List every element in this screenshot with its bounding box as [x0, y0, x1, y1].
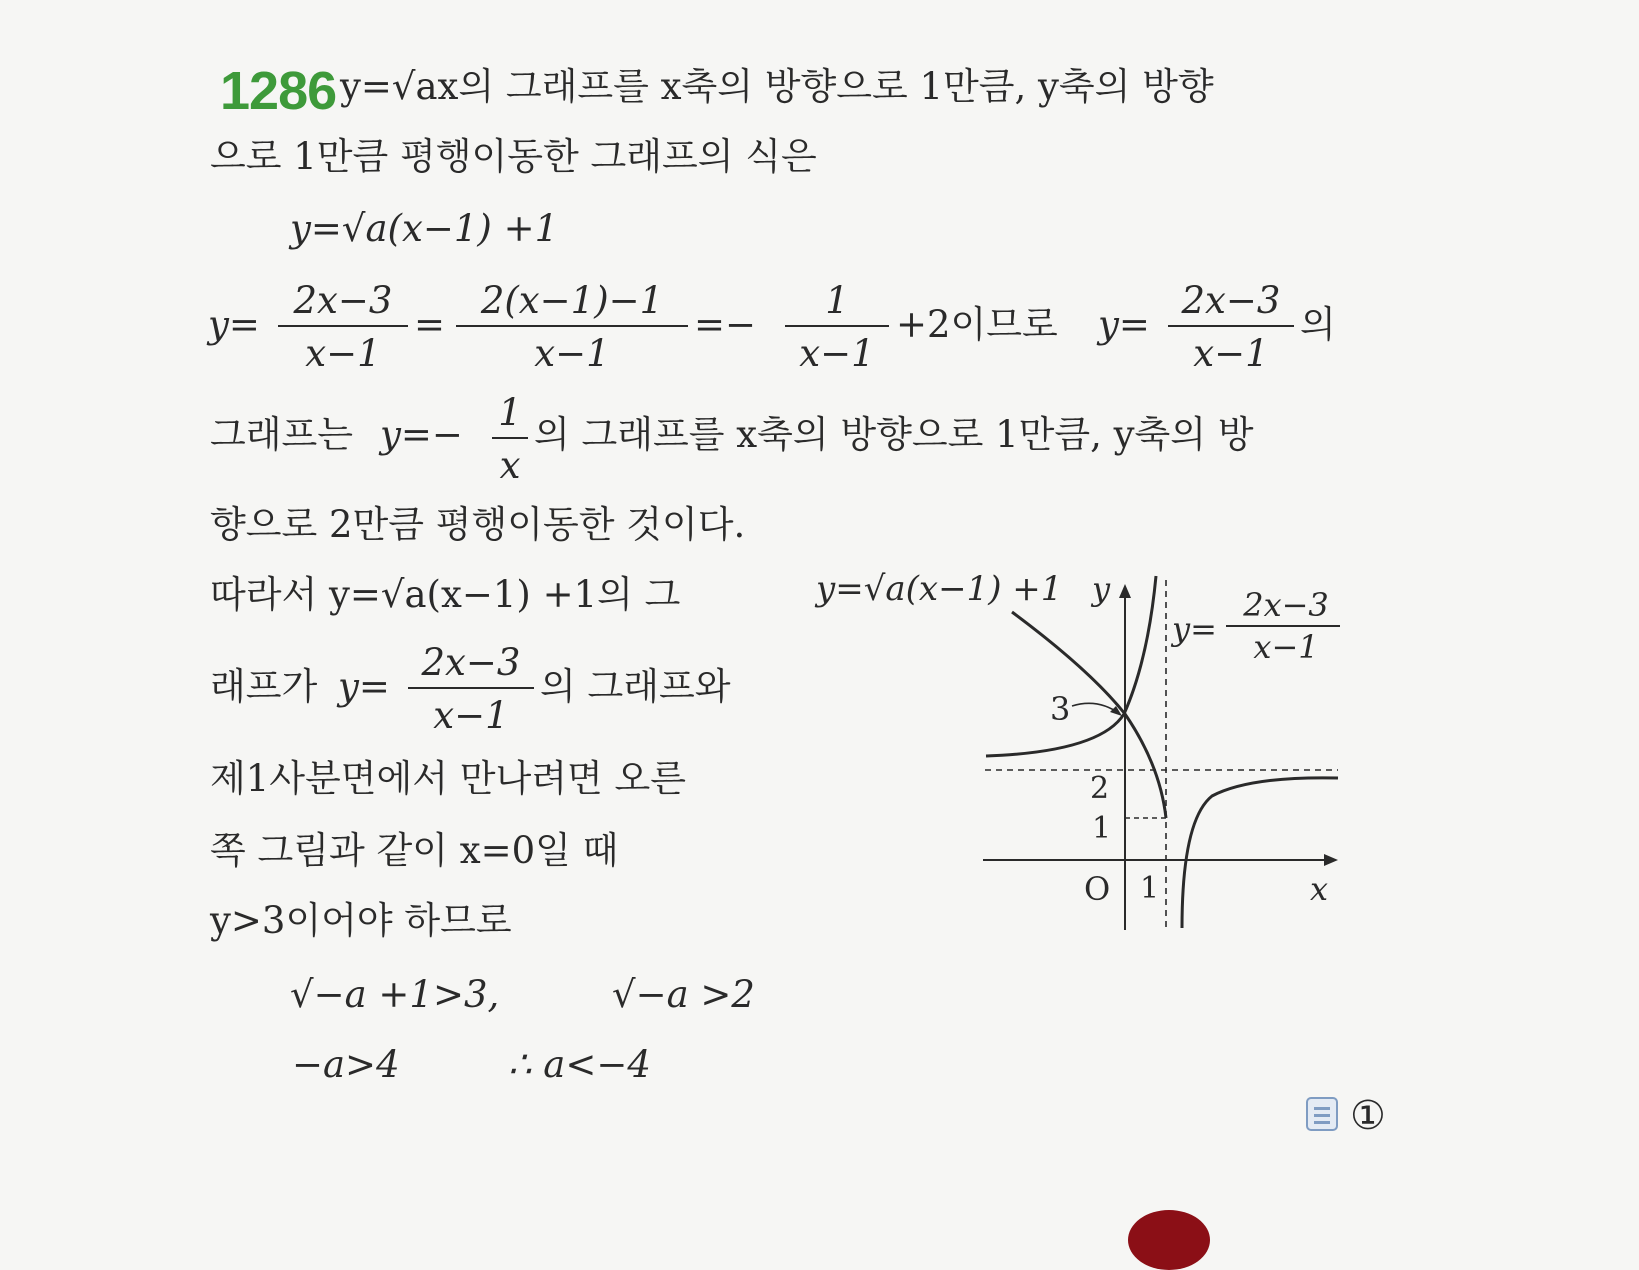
tick-y-2: 2: [1090, 771, 1110, 806]
text-line-1: y=√ax의 그래프를 x축의 방향으로 1만큼, y축의 방향: [340, 65, 1214, 108]
label-frac-numerator: 2x−3: [1243, 586, 1329, 624]
inequality-1a: √−a +1>3,: [290, 973, 500, 1016]
inequality-2a: −a>4: [292, 1043, 400, 1086]
y-equals: y=: [208, 303, 260, 346]
text-line-9: 쪽 그림과 같이 x=0일 때: [210, 829, 619, 872]
text-line-5: 향으로 2만큼 평행이동한 것이다.: [210, 503, 746, 546]
plus-two-text: +2이므로: [896, 303, 1058, 346]
page-corner-decoration: [1128, 1210, 1210, 1270]
label-sqrt-curve: y=√a(x−1) +1: [816, 569, 1063, 609]
x-axis-arrow-icon: [1324, 854, 1338, 866]
fraction-3-numerator: 1: [825, 279, 849, 322]
fraction-3: [785, 279, 889, 375]
fraction-5-numerator: 1: [498, 391, 522, 434]
fraction-4-denominator: x−1: [1193, 332, 1269, 375]
answer-choice: ①: [1350, 1093, 1386, 1139]
fraction-6-denominator: x−1: [433, 694, 509, 737]
text-line-8: 제1사분면에서 만나려면 오른: [210, 757, 686, 800]
function-graph: [800, 560, 1360, 980]
label-y-equals: y=: [1172, 610, 1217, 648]
answer-note-icon: [1306, 1097, 1338, 1131]
fraction-1-numerator: 2x−3: [293, 279, 393, 322]
label-x-axis: x: [1310, 870, 1329, 908]
fraction-1: [278, 279, 408, 375]
fraction-2: [456, 279, 688, 375]
sqrt-curve: [1012, 612, 1166, 818]
fraction-6: [408, 641, 534, 737]
fraction-6-numerator: 2x−3: [421, 641, 521, 684]
text-line-4-end: 의 그래프를 x축의 방향으로 1만큼, y축의 방: [534, 413, 1254, 456]
text-line-6: 따라서 y=√a(x−1) +1의 그: [210, 573, 681, 616]
y-equals-minus: y=−: [380, 413, 463, 456]
fraction-3-denominator: x−1: [799, 332, 875, 375]
inequality-1b: √−a >2: [612, 973, 755, 1016]
y-equals-3: y=: [338, 665, 390, 708]
text-line-4-start: 그래프는: [210, 413, 353, 456]
fraction-2-numerator: 2(x−1)−1: [480, 279, 664, 322]
y-equals-2: y=: [1098, 303, 1150, 346]
fraction-2-denominator: x−1: [534, 332, 610, 375]
text-line-7-end: 의 그래프와: [540, 665, 731, 708]
label-origin: O: [1084, 870, 1111, 908]
fraction-4-numerator: 2x−3: [1181, 279, 1281, 322]
label-frac-denominator: x−1: [1253, 628, 1319, 666]
equals-minus: =−: [694, 303, 757, 346]
text-line-2: 으로 1만큼 평행이동한 그래프의 식은: [210, 135, 817, 178]
particle-ui: 의: [1300, 303, 1336, 346]
problem-number: 1286: [220, 61, 337, 121]
text-line-10: y>3이어야 하므로: [210, 899, 512, 942]
label-y-axis: y: [1092, 570, 1111, 608]
equals-sign: =: [414, 303, 446, 346]
fraction-1-denominator: x−1: [305, 332, 381, 375]
equation-translated: y=√a(x−1) +1: [290, 207, 559, 250]
fraction-4: [1168, 279, 1294, 375]
fraction-5: [492, 391, 528, 487]
fraction-5-denominator: x: [499, 444, 521, 487]
tick-y-3: 3: [1050, 690, 1071, 728]
tick-y-1: 1: [1092, 811, 1112, 846]
text-line-7-start: 래프가: [210, 665, 318, 708]
tick-x-1: 1: [1140, 871, 1160, 906]
inequality-2b: ∴ a<−4: [508, 1043, 651, 1086]
y-axis-arrow-icon: [1119, 584, 1131, 598]
